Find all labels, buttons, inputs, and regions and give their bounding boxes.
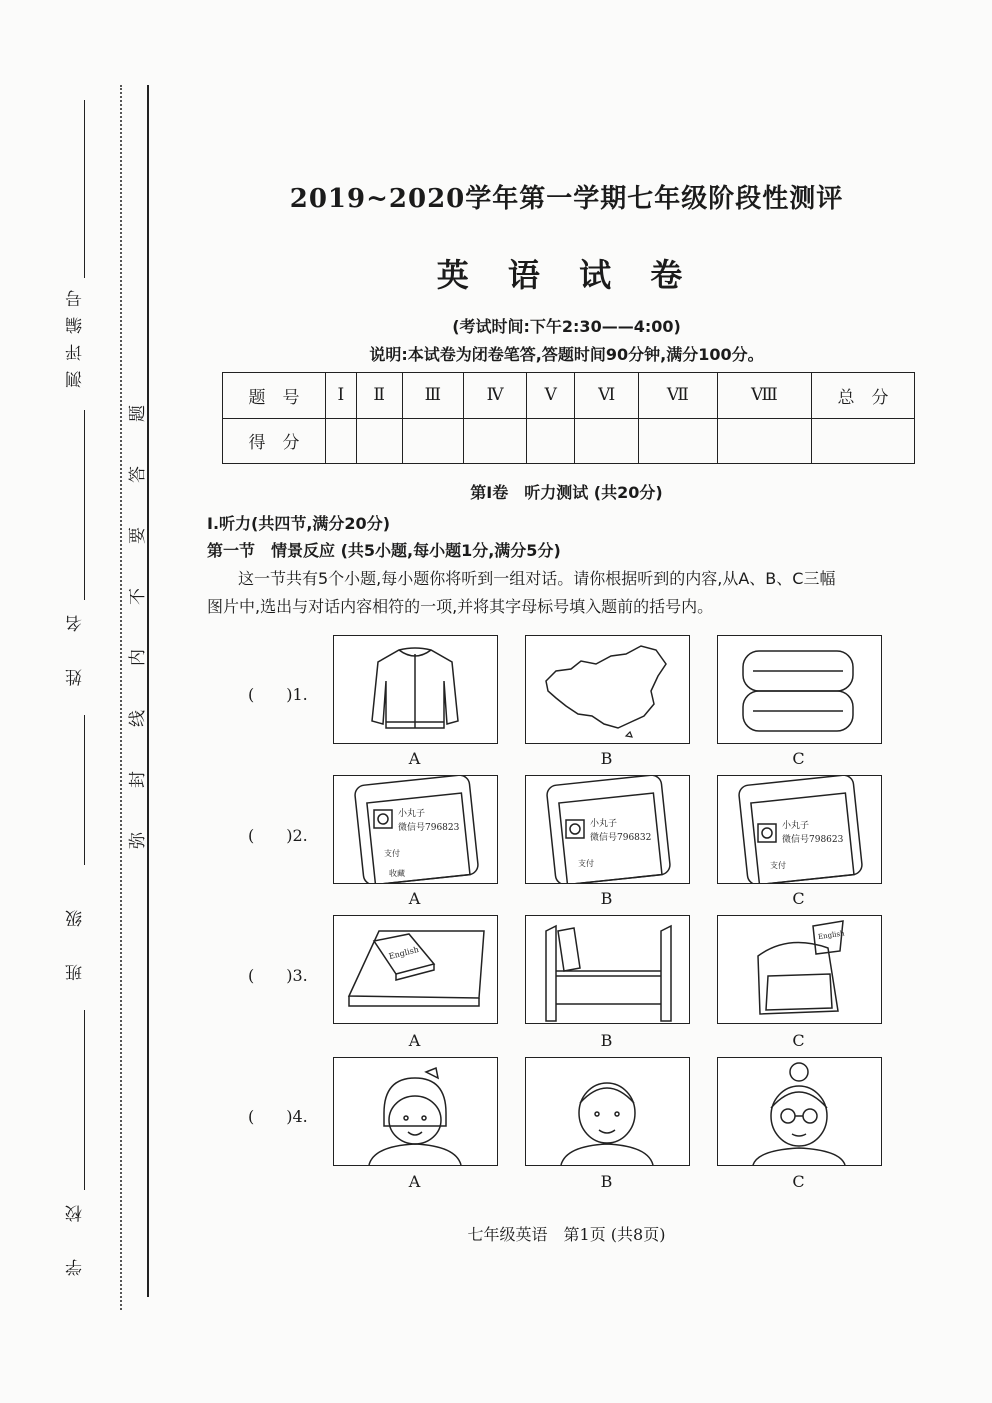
name-line-lower [84, 715, 85, 865]
phone-id: 微信号796823 [398, 823, 460, 833]
warning-char: 答 [127, 466, 148, 483]
page-footer: 七年级英语 第1页 (共8页) [467, 1225, 666, 1244]
phone-name: 小丸子 [590, 819, 618, 829]
phone-icon [718, 776, 881, 883]
option-label: C [792, 889, 805, 908]
option-label: B [600, 1031, 613, 1050]
table-label: 得 分 [223, 418, 326, 464]
volume-title: 第Ⅰ卷 听力测试 (共20分) [470, 483, 663, 502]
column-header: Ⅰ [326, 373, 357, 419]
option-picture[interactable] [525, 1057, 690, 1166]
score-cell[interactable] [527, 418, 575, 464]
part-title: Ⅰ.听力(共四节,满分20分) [207, 514, 391, 533]
book-on-shelf-icon [526, 916, 689, 1023]
phone-name: 小丸子 [782, 821, 810, 831]
warning-char: 封 [127, 771, 148, 788]
option-label: C [792, 1031, 805, 1050]
question-number[interactable]: ( )2. [248, 826, 308, 845]
class-line [84, 1010, 85, 1190]
binding-dotted-line [120, 85, 122, 1310]
book-in-backpack-icon [718, 916, 881, 1023]
option-picture[interactable] [333, 1057, 498, 1166]
option-picture[interactable] [333, 635, 498, 744]
warning-char: 线 [127, 710, 148, 727]
column-header: Ⅲ [402, 373, 463, 419]
option-label: C [792, 749, 805, 768]
table-row [223, 418, 915, 464]
column-header: Ⅱ [356, 373, 402, 419]
phone-icon [526, 776, 689, 883]
column-header: Ⅳ [464, 373, 527, 419]
phone-pay: 支付 [384, 849, 400, 858]
phone-fav: 收藏 [389, 869, 405, 878]
option-label: B [600, 889, 613, 908]
label-eval-number: 测评编号 [66, 280, 86, 388]
instruction-line: 这一节共有5个小题,每小题你将听到一组对话。请你根据听到的内容,从A、B、C三幅 [238, 569, 836, 588]
exam-title: 2019~2020学年第一学期七年级阶段性测评 [289, 184, 844, 214]
phone-icon [334, 776, 497, 883]
option-picture[interactable] [717, 915, 882, 1024]
score-cell[interactable] [638, 418, 717, 464]
score-cell[interactable] [326, 418, 357, 464]
score-cell[interactable] [464, 418, 527, 464]
warning-char: 要 [127, 527, 148, 544]
subsection-title: 第一节 情景反应 (共5小题,每小题1分,满分5分) [207, 541, 561, 560]
warning-char: 不 [127, 588, 148, 605]
eval-number-line [84, 100, 85, 278]
book-title: English [387, 944, 420, 962]
column-header: Ⅶ [638, 373, 717, 419]
warning-char: 弥 [127, 832, 148, 849]
option-label: B [600, 1172, 613, 1191]
total-header: 总 分 [812, 373, 915, 419]
score-cell[interactable] [717, 418, 811, 464]
book-title: English [817, 929, 846, 942]
option-label: A [408, 749, 421, 768]
grandma-face-icon [718, 1058, 881, 1165]
girl-face-icon [334, 1058, 497, 1165]
book-on-desk-icon [334, 916, 497, 1023]
question-number[interactable]: ( )1. [248, 685, 308, 704]
exam-note: 说明:本试卷为闭卷笔答,答题时间90分钟,满分100分。 [369, 345, 764, 364]
column-header: Ⅷ [717, 373, 811, 419]
score-cell[interactable] [402, 418, 463, 464]
name-line [84, 410, 85, 600]
table-row [223, 373, 915, 419]
total-cell[interactable] [812, 418, 915, 464]
option-picture[interactable] [717, 635, 882, 744]
question-number[interactable]: ( )4. [248, 1107, 308, 1126]
jacket-icon [334, 636, 497, 743]
boy-face-icon [526, 1058, 689, 1165]
option-label: B [600, 749, 613, 768]
china-map-icon [526, 636, 689, 743]
option-picture[interactable] [525, 915, 690, 1024]
option-label: A [408, 889, 421, 908]
warning-char: 题 [127, 405, 148, 422]
option-label: C [792, 1172, 805, 1191]
label-school: 学 校 [66, 1195, 86, 1276]
option-picture[interactable] [333, 915, 498, 1024]
score-cell[interactable] [356, 418, 402, 464]
phone-id: 微信号796832 [590, 833, 652, 843]
phone-id: 微信号798623 [782, 835, 844, 845]
option-label: A [408, 1172, 421, 1191]
warning-char: 内 [127, 649, 148, 666]
option-picture[interactable] [525, 775, 690, 884]
option-picture[interactable] [717, 775, 882, 884]
instruction-line: 图片中,选出与对话内容相符的一项,并将其字母标号填入题前的括号内。 [207, 597, 714, 616]
table-label: 题 号 [223, 373, 326, 419]
label-class: 班 级 [66, 900, 86, 981]
score-table [222, 372, 915, 464]
label-name: 姓 名 [66, 605, 86, 686]
question-number[interactable]: ( )3. [248, 966, 308, 985]
phone-pay: 支付 [578, 859, 594, 868]
exam-subject: 英 语 试 卷 [436, 256, 697, 294]
option-picture[interactable] [717, 1057, 882, 1166]
phone-name: 小丸子 [398, 809, 426, 819]
option-picture[interactable] [333, 775, 498, 884]
column-header: Ⅵ [575, 373, 639, 419]
folded-quilt-icon [718, 636, 881, 743]
option-label: A [408, 1031, 421, 1050]
column-header: Ⅴ [527, 373, 575, 419]
exam-time: (考试时间:下午2:30——4:00) [452, 317, 681, 336]
seal-warning-text [128, 405, 148, 893]
phone-pay: 支付 [770, 861, 786, 870]
option-picture[interactable] [525, 635, 690, 744]
score-cell[interactable] [575, 418, 639, 464]
